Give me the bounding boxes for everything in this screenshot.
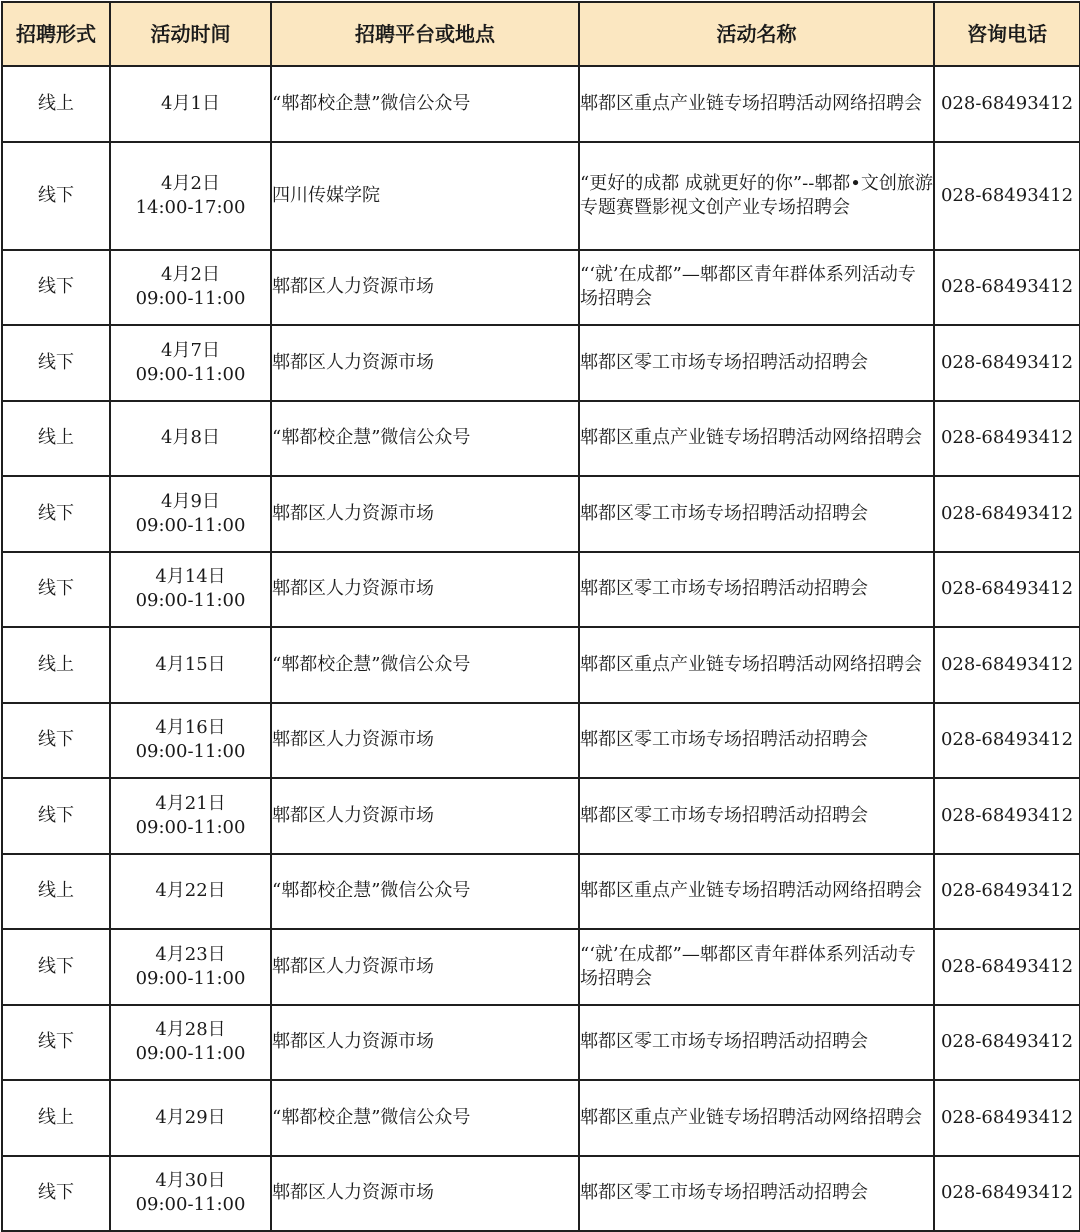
cell-time (110, 929, 271, 1005)
cell-date: 4月7日 (161, 339, 220, 361)
cell-event-name: 郫都区重点产业链专场招聘活动网络招聘会 (579, 401, 934, 477)
cell-place: 郫都区人力资源市场 (271, 929, 579, 1005)
cell-phone: 028-68493412 (934, 401, 1080, 477)
cell-date: 4月23日 (155, 943, 226, 965)
cell-time (110, 250, 271, 326)
cell-time (110, 1005, 271, 1081)
table-row (2, 778, 1080, 854)
cell-event-name: “‘就’在成都”—郫都区青年群体系列活动专场招聘会 (579, 929, 934, 1005)
cell-time (110, 854, 271, 930)
cell-time (110, 778, 271, 854)
cell-place: 郫都区人力资源市场 (271, 1156, 579, 1232)
cell-phone: 028-68493412 (934, 1080, 1080, 1156)
cell-event-name: 郫都区零工市场专场招聘活动招聘会 (579, 476, 934, 552)
cell-place: “郫都校企慧”微信公众号 (271, 627, 579, 703)
cell-phone: 028-68493412 (934, 552, 1080, 628)
cell-event-name: 郫都区重点产业链专场招聘活动网络招聘会 (579, 1080, 934, 1156)
cell-phone: 028-68493412 (934, 66, 1080, 142)
cell-hours: 09:00-11:00 (135, 363, 246, 385)
cell-mode: 线上 (2, 1080, 110, 1156)
table-row (2, 325, 1080, 401)
cell-event-name: 郫都区零工市场专场招聘活动招聘会 (579, 325, 934, 401)
cell-time (110, 627, 271, 703)
table-row (2, 476, 1080, 552)
table-row (2, 1080, 1080, 1156)
table-row (2, 142, 1080, 250)
cell-mode: 线下 (2, 142, 110, 250)
cell-mode: 线下 (2, 1156, 110, 1232)
cell-date: 4月28日 (155, 1019, 226, 1041)
table-row (2, 627, 1080, 703)
cell-mode: 线下 (2, 476, 110, 552)
cell-phone: 028-68493412 (934, 476, 1080, 552)
cell-time (110, 1156, 271, 1232)
cell-time (110, 142, 271, 250)
cell-mode: 线下 (2, 703, 110, 779)
table-row (2, 250, 1080, 326)
cell-hours: 09:00-11:00 (135, 967, 246, 989)
cell-event-name: 郫都区重点产业链专场招聘活动网络招聘会 (579, 627, 934, 703)
cell-date: 4月2日 (161, 264, 220, 286)
table-body (2, 66, 1080, 1231)
header-place: 招聘平台或地点 (271, 2, 579, 66)
cell-phone: 028-68493412 (934, 250, 1080, 326)
cell-time (110, 325, 271, 401)
cell-event-name: 郫都区零工市场专场招聘活动招聘会 (579, 778, 934, 854)
cell-phone: 028-68493412 (934, 778, 1080, 854)
header-name: 活动名称 (579, 2, 934, 66)
cell-event-name: 郫都区零工市场专场招聘活动招聘会 (579, 552, 934, 628)
cell-phone: 028-68493412 (934, 854, 1080, 930)
header-row (2, 2, 1080, 66)
cell-place: 郫都区人力资源市场 (271, 552, 579, 628)
cell-place: “郫都校企慧”微信公众号 (271, 1080, 579, 1156)
cell-mode: 线下 (2, 250, 110, 326)
cell-date: 4月16日 (155, 717, 226, 739)
cell-date: 4月29日 (155, 1106, 226, 1128)
table-row (2, 854, 1080, 930)
table-row (2, 1156, 1080, 1232)
cell-mode: 线下 (2, 929, 110, 1005)
cell-hours: 09:00-11:00 (135, 514, 246, 536)
cell-date: 4月30日 (155, 1170, 226, 1192)
header-phone: 咨询电话 (934, 2, 1080, 66)
cell-date: 4月15日 (155, 653, 226, 675)
header-mode: 招聘形式 (2, 2, 110, 66)
cell-place: 郫都区人力资源市场 (271, 325, 579, 401)
cell-mode: 线上 (2, 627, 110, 703)
cell-date: 4月2日 (161, 172, 220, 194)
cell-mode: 线上 (2, 66, 110, 142)
cell-mode: 线上 (2, 854, 110, 930)
cell-time (110, 1080, 271, 1156)
cell-hours: 09:00-11:00 (135, 1194, 246, 1216)
cell-mode: 线下 (2, 778, 110, 854)
cell-event-name: 郫都区重点产业链专场招聘活动网络招聘会 (579, 854, 934, 930)
cell-event-name: “更好的成都 成就更好的你”--郫都•文创旅游专题赛暨影视文创产业专场招聘会 (579, 142, 934, 250)
cell-phone: 028-68493412 (934, 142, 1080, 250)
cell-place: 四川传媒学院 (271, 142, 579, 250)
table-row (2, 552, 1080, 628)
cell-phone: 028-68493412 (934, 325, 1080, 401)
cell-mode: 线下 (2, 1005, 110, 1081)
cell-event-name: 郫都区零工市场专场招聘活动招聘会 (579, 1156, 934, 1232)
cell-hours: 09:00-11:00 (135, 741, 246, 763)
cell-date: 4月22日 (155, 880, 226, 902)
cell-mode: 线上 (2, 401, 110, 477)
cell-event-name: 郫都区零工市场专场招聘活动招聘会 (579, 703, 934, 779)
cell-mode: 线下 (2, 325, 110, 401)
cell-mode: 线下 (2, 552, 110, 628)
cell-place: “郫都校企慧”微信公众号 (271, 66, 579, 142)
cell-phone: 028-68493412 (934, 929, 1080, 1005)
cell-hours: 14:00-17:00 (135, 196, 246, 218)
cell-place: 郫都区人力资源市场 (271, 778, 579, 854)
table-row (2, 66, 1080, 142)
cell-date: 4月21日 (155, 792, 226, 814)
table-row (2, 401, 1080, 477)
cell-hours: 09:00-11:00 (135, 1043, 246, 1065)
table-row (2, 1005, 1080, 1081)
cell-date: 4月14日 (155, 566, 226, 588)
cell-event-name: 郫都区重点产业链专场招聘活动网络招聘会 (579, 66, 934, 142)
cell-date: 4月8日 (161, 427, 220, 449)
cell-event-name: 郫都区零工市场专场招聘活动招聘会 (579, 1005, 934, 1081)
cell-phone: 028-68493412 (934, 703, 1080, 779)
cell-phone: 028-68493412 (934, 1005, 1080, 1081)
table-row (2, 929, 1080, 1005)
cell-phone: 028-68493412 (934, 1156, 1080, 1232)
cell-place: “郫都校企慧”微信公众号 (271, 401, 579, 477)
cell-event-name: “‘就’在成都”—郫都区青年群体系列活动专场招聘会 (579, 250, 934, 326)
cell-place: 郫都区人力资源市场 (271, 703, 579, 779)
cell-place: 郫都区人力资源市场 (271, 1005, 579, 1081)
cell-hours: 09:00-11:00 (135, 816, 246, 838)
cell-time (110, 66, 271, 142)
cell-place: 郫都区人力资源市场 (271, 476, 579, 552)
cell-date: 4月9日 (161, 490, 220, 512)
cell-date: 4月1日 (161, 92, 220, 114)
cell-phone: 028-68493412 (934, 627, 1080, 703)
cell-hours: 09:00-11:00 (135, 288, 246, 310)
cell-place: “郫都校企慧”微信公众号 (271, 854, 579, 930)
recruitment-schedule-table (1, 1, 1080, 1232)
cell-time (110, 552, 271, 628)
cell-time (110, 703, 271, 779)
cell-time (110, 401, 271, 477)
cell-hours: 09:00-11:00 (135, 590, 246, 612)
table-header (2, 2, 1080, 66)
cell-time (110, 476, 271, 552)
table-row (2, 703, 1080, 779)
header-time: 活动时间 (110, 2, 271, 66)
cell-place: 郫都区人力资源市场 (271, 250, 579, 326)
